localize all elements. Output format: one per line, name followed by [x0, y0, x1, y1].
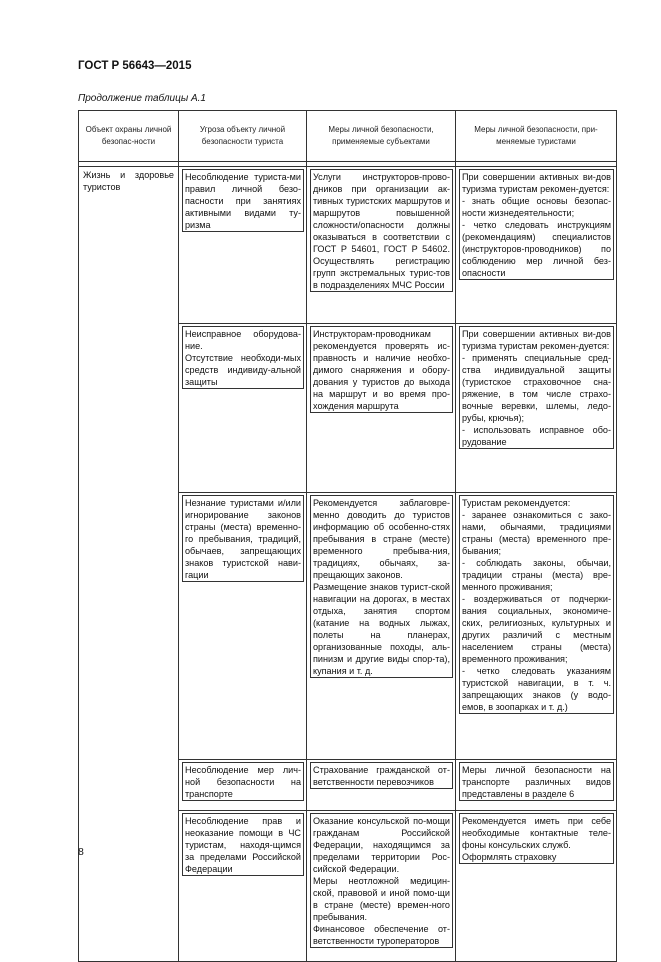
- threat-cell-box: [182, 169, 304, 232]
- cell-paragraph: Размещение знаков турист-ской навигации на дорогах, в местах отдыха, занятия спортом (катание на водных лыжах, полеты на планерах, организованные походы, аль-пинизм и другие виды спор-та), купания и т. д.: [313, 582, 450, 676]
- threat-cell: [179, 760, 307, 811]
- threat-cell-box: [182, 813, 304, 876]
- cell-paragraph: - соблюдать законы, обычаи, традиции страны (места) вре-менного проживания;: [462, 558, 611, 592]
- cell-paragraph: - использовать исправное обо-рудование: [462, 425, 611, 447]
- cell-paragraph: - четко следовать инструкциям (рекомендациям) специалистов (инструкторов-проводников) по соблюдению мер личной без-опасности: [462, 220, 611, 278]
- cell-paragraph: - знать общие основы безопас-ности жизнедеятельности;: [462, 196, 611, 218]
- subject-measures-cell-box: [310, 495, 453, 678]
- subject-measures-cell: [307, 324, 456, 493]
- cell-paragraph: - заранее ознакомиться с зако-нами, обычаями, традициями страны (места) временного пре-бывания;: [462, 510, 611, 556]
- subject-measures-cell: [307, 167, 456, 324]
- cell-paragraph: Оформлять страховку: [462, 852, 557, 862]
- cell-paragraph: Услуги инструкторов-прово-дников при организации ак-тивных туристских маршрутов и маршрутов повышенной сложности/опасности должны оказываться в соответствии с ГОСТ Р 54601, ГОСТ Р 54602. Осуществлять регистрацию групп экстремальных турис-тов в подразделениях МЧС России: [313, 172, 450, 290]
- tourist-measures-cell-box: [459, 495, 614, 714]
- subject-measures-cell: [307, 493, 456, 760]
- subject-measures-cell-box: [310, 813, 453, 948]
- cell-paragraph: Инструкторам-проводникам рекомендуется проверять ис-правность и наличие необхо-димого снаряжения и обору-дования у туристов до выхода на маршрут и во время про-хождения маршрута: [313, 329, 450, 411]
- table-row: [79, 167, 617, 324]
- tourist-measures-cell-box: [459, 813, 614, 864]
- cell-paragraph: Финансовое обеспечение от-ветственности туроператоров: [313, 924, 450, 946]
- threat-cell-box: [182, 495, 304, 582]
- cell-paragraph: Рекомендуется иметь при себе необходимые контактные теле-фоны консульских служб.: [462, 816, 611, 850]
- threat-cell-box: [182, 326, 304, 389]
- cell-paragraph: При совершении активных ви-дов туризма туристам рекомен-дуется:: [462, 172, 611, 194]
- cell-paragraph: Оказание консульской по-мощи гражданам Российской Федерации, находящимся за пределами территории Рос-сийской Федерации.: [313, 816, 450, 874]
- tourist-measures-cell: [456, 760, 617, 811]
- threat-cell: [179, 811, 307, 962]
- cell-paragraph: При совершении активных ви-дов туризма туристам рекомен-дуется:: [462, 329, 611, 351]
- tourist-measures-cell: [456, 811, 617, 962]
- cell-paragraph: Меры неотложной медицин-ской, правовой и иной помо-щи в стране (месте) времен-ного пребывания.: [313, 876, 450, 922]
- col-header-subject-measures: Меры личной безопасности, применяемые субъектами: [307, 111, 456, 162]
- col-header-object: Объект охраны личной безопас-ности: [79, 111, 179, 162]
- subject-measures-cell-box: [310, 169, 453, 292]
- cell-paragraph: - четко следовать указаниям туристской навигации, в т. ч. запрещающих знаков (у водо-емов, в зоопарках и т. д.): [462, 666, 611, 712]
- object-cell: [79, 167, 179, 962]
- object-text: Жизнь и здоровье туристов: [83, 170, 174, 192]
- tourist-measures-cell: [456, 493, 617, 760]
- page-number: 8: [78, 846, 84, 858]
- tourist-measures-cell-box: [459, 326, 614, 449]
- cell-paragraph: Незнание туристами и/или игнорирование законов страны (места) временно-го пребывания, традиций, обычаев, запрещающих знаков туристской нави-гации: [185, 498, 301, 580]
- threat-cell-box: [182, 762, 304, 801]
- cell-paragraph: Неисправное оборудова-ние.: [185, 329, 301, 351]
- cell-paragraph: Несоблюдение туриста-ми правил личной безо-пасности при занятиях активными видами ту-ризма: [185, 172, 301, 230]
- table-header-row: [79, 111, 617, 162]
- measures-table: [78, 110, 617, 962]
- cell-paragraph: Меры личной безопасности на транспорте различных видов представлены в разделе 6: [462, 765, 611, 799]
- table-caption: Продолжение таблицы А.1: [78, 93, 206, 104]
- cell-paragraph: Несоблюдение мер лич-ной безопасности на транспорте: [185, 765, 301, 799]
- threat-cell: [179, 324, 307, 493]
- cell-paragraph: Отсутствие необходи-мых средств индивиду-альной защиты: [185, 353, 301, 387]
- threat-cell: [179, 167, 307, 324]
- cell-paragraph: Рекомендуется заблаговре-менно доводить до туристов информацию об особенно-стях пребывания в стране (месте) временного пребыва-ния, традициях, обычаях, за-прещающих законов.: [313, 498, 450, 580]
- cell-paragraph: Страхование гражданской от-ветственности перевозчиков: [313, 765, 450, 787]
- tourist-measures-cell: [456, 167, 617, 324]
- document-header: ГОСТ Р 56643—2015: [78, 60, 192, 72]
- threat-cell: [179, 493, 307, 760]
- cell-paragraph: - воздерживаться от подчерки-вания социальных, экономиче-ских, религиозных, культурных и других различий с местным населением страны (места) временного проживания;: [462, 594, 611, 664]
- col-header-threat: Угроза объекту личной безопасности туриста: [179, 111, 307, 162]
- tourist-measures-cell-box: [459, 762, 614, 801]
- subject-measures-cell: [307, 811, 456, 962]
- tourist-measures-cell-box: [459, 169, 614, 280]
- cell-paragraph: - применять специальные сред-ства индивидуальной защиты (туристское страховочное сна-ряжение, в том числе страхо-вочные веревки, шлемы, ледо-рубы, крючья);: [462, 353, 611, 423]
- tourist-measures-cell: [456, 324, 617, 493]
- subject-measures-cell-box: [310, 762, 453, 789]
- col-header-tourist-measures: Меры личной безопасности, при-меняемые туристами: [456, 111, 617, 162]
- subject-measures-cell: [307, 760, 456, 811]
- subject-measures-cell-box: [310, 326, 453, 413]
- cell-paragraph: Туристам рекомендуется:: [462, 498, 571, 508]
- cell-paragraph: Несоблюдение прав и неоказание помощи в ЧС туристам, находя-щимся за пределами Российской Федерации: [185, 816, 301, 874]
